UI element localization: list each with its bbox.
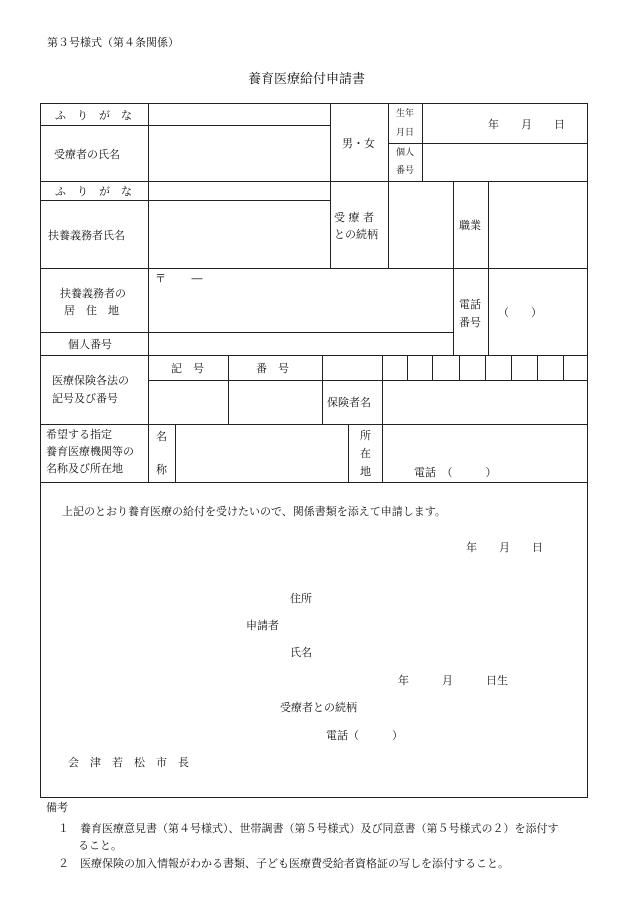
birth-label-2: 月日 [396,128,415,138]
gender-field[interactable]: 男・女 [342,137,375,150]
postal-code-field[interactable]: 〒 ― [155,272,203,285]
hospital-label-2: 養育医療機関等の [46,445,134,458]
applicant-birthdate[interactable]: 年 月 日生 [398,674,508,687]
furigana-label-2: ふ り が な [55,185,132,198]
application-statement: 上記のとおり養育医療の給付を受けたいので、関係書類を添えて申請します。 [62,505,446,518]
form-number: 第３号様式（第４条関係） [47,36,179,49]
phone-label: 電話 [459,298,481,311]
guardian-address-label: 扶養義務者の [60,287,126,300]
relation-label-2: との続柄 [334,228,378,241]
personal-label-2: 番号 [396,166,415,176]
notes-title: 備考 [46,801,68,814]
mayor-addressee: 会 津 若 松 市 長 [68,756,189,769]
insurance-label: 医療保険各法の [52,374,129,387]
hospital-label-3: 名称及び所在地 [46,462,123,475]
birthdate-field[interactable]: 年 月 日 [488,118,565,131]
hospital-loc-char-3: 地 [360,465,371,478]
hospital-label: 希望する指定 [46,428,112,441]
applicant-phone[interactable]: 電話（ ） [326,729,403,742]
number-label: 番 号 [256,362,289,375]
application-date[interactable]: 年 月 日 [466,541,543,554]
guardian-address-label-2: 居 住 地 [64,304,119,317]
relation-label: 受 療 者 [334,211,374,224]
hospital-phone-field[interactable]: 電話 （ ） [414,466,497,479]
hospital-loc-char-1: 所 [360,429,371,442]
insurer-label: 保険者名 [327,396,371,409]
hospital-name-char-1: 名 [156,430,167,443]
applicant-relation-label: 受療者との続柄 [280,701,357,714]
birth-label: 生年 [396,109,415,119]
symbol-label: 記 号 [171,362,204,375]
applicant-address-label: 住所 [290,592,312,605]
applicant-label: 申請者 [246,619,279,632]
note-1-continuation: ること。 [78,839,122,852]
hospital-name-char-2: 称 [156,463,167,476]
personal-number-label: 個人番号 [68,338,112,351]
phone-field[interactable]: （ ） [498,306,542,319]
furigana-label: ふ り が な [55,109,132,122]
applicant-name-label: 氏名 [290,646,312,659]
hospital-loc-char-2: 在 [360,447,371,460]
insurance-label-2: 記号及び番号 [52,392,118,405]
note-2: ２ 医療保険の加入情報がわかる書類、子ども医療費受給者資格証の写しを添付すること。 [58,857,509,870]
phone-label-2: 番号 [459,316,481,329]
personal-label: 個人 [396,148,415,158]
guardian-name-label: 扶養義務者氏名 [48,229,125,242]
occupation-label: 職業 [459,219,481,232]
note-1: １ 養育医療意見書（第４号様式）、世帯調書（第５号様式）及び同意書（第５号様式の２）を添付す [58,822,559,835]
form-title: 養育医療給付申請書 [248,72,366,87]
recipient-name-label: 受療者の氏名 [54,148,120,161]
